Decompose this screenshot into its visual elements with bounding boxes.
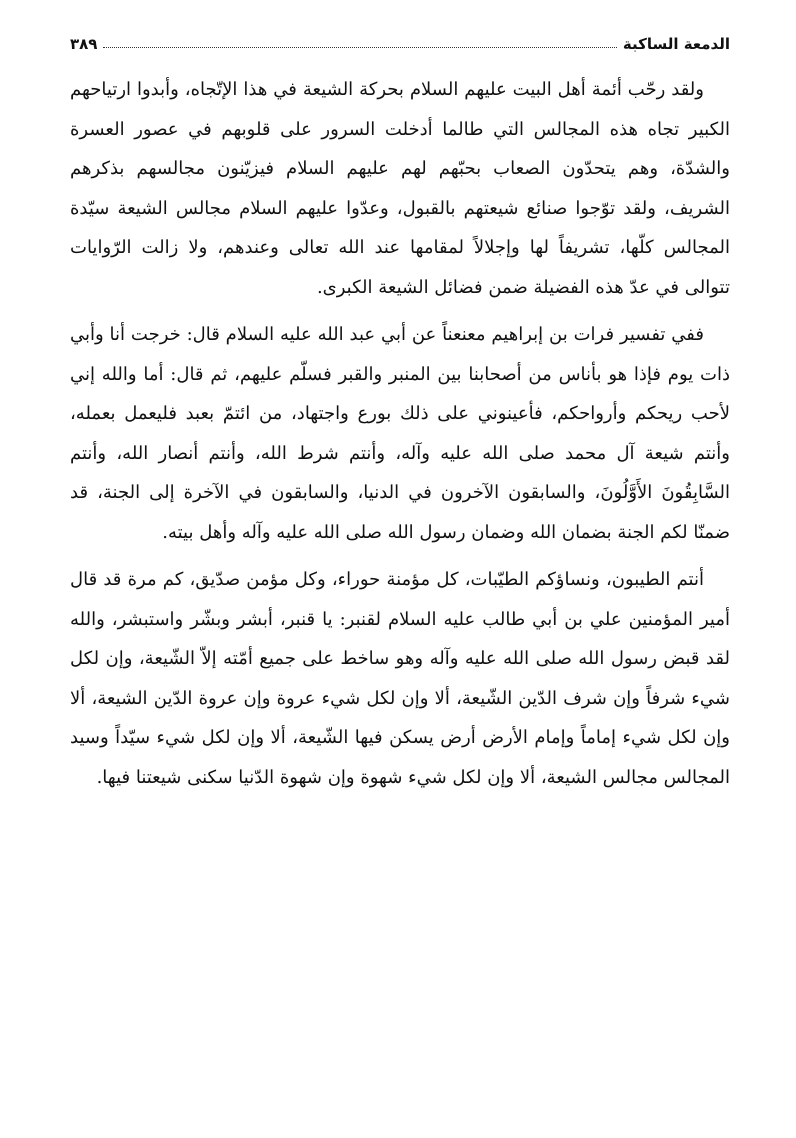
- running-title: الدمعة الساكبة: [622, 35, 730, 53]
- running-header: [70, 26, 730, 52]
- paragraph-1: ولقد رحّب أئمة أهل البيت عليهم السلام بحركة الشيعة في هذا الإتّجاه، وأبدوا ارتياحهم الكبير تجاه هذه المجالس التي طالما أدخلت السرور على قلوبهم في عصور العسرة والشدّة، وهم يتحدّون الصعاب بحبّهم لهم عليهم السلام فيزيّنون مجالسهم بذكرهم الشريف، ولقد توّجوا صنائع شيعتهم بالقبول، وعدّوا عليهم السلام مجالس الشيعة سيّدة المجالس كلّها، تشريفاً لها وإجلالاً لمقامها عند الله تعالى وعندهم، ولا زالت الرّوايات تتوالى في عدّ هذه الفضيلة ضمن فضائل الشيعة الكبرى.: [70, 79, 730, 298]
- dotted-leader: [103, 47, 616, 48]
- body-text: [70, 70, 730, 805]
- paragraph-2: ففي تفسير فرات بن إبراهيم معنعناً عن أبي عبد الله عليه السلام قال: خرجت أنا وأبي ذات يوم فإذا هو بأناس من أصحابنا بين المنبر والقبر فسلّم عليهم، ثم قال: أما والله إني لأحب ريحكم وأرواحكم، فأعينوني على ذلك بورع واجتهاد، من ائتمّ بعبد فليعمل بعمله، وأنتم شيعة آل محمد صلى الله عليه وآله، وأنتم شرط الله، وأنتم أنصار الله، وأنتم السَّابِقُونَ الأَوَّلُونَ، والسابقون الآخرون في الدنيا، والسابقون في الآخرة إلى الجنة، قد ضمنّا لكم الجنة بضمان الله وضمان رسول الله صلى الله عليه وآله وأهل بيته.: [70, 324, 730, 543]
- page-number: ٣٨٩: [70, 35, 98, 53]
- paragraph-3: أنتم الطيبون، ونساؤكم الطيّبات، كل مؤمنة حوراء، وكل مؤمن صدّيق، كم مرة قد قال أمير المؤمنين علي بن أبي طالب عليه السلام لقنبر: يا قنبر، أبشر وبشّر واستبشر، والله لقد قبض رسول الله صلى الله عليه وآله وهو ساخط على جميع أمّته إلاّ الشّيعة، وإن لكل شيء شرفاً وإن شرف الدّين الشّيعة، ألا وإن لكل شيء عروة وإن عروة الدّين الشيعة، ألا وإن لكل شيء إماماً وإمام الأرض أرض يسكن فيها الشّيعة، ألا وإن لكل شيء سيّداً وسيد المجالس مجالس الشيعة، ألا وإن لكل شيء شهوة وإن شهوة الدّنيا سكنى شيعتنا فيها.: [70, 569, 730, 788]
